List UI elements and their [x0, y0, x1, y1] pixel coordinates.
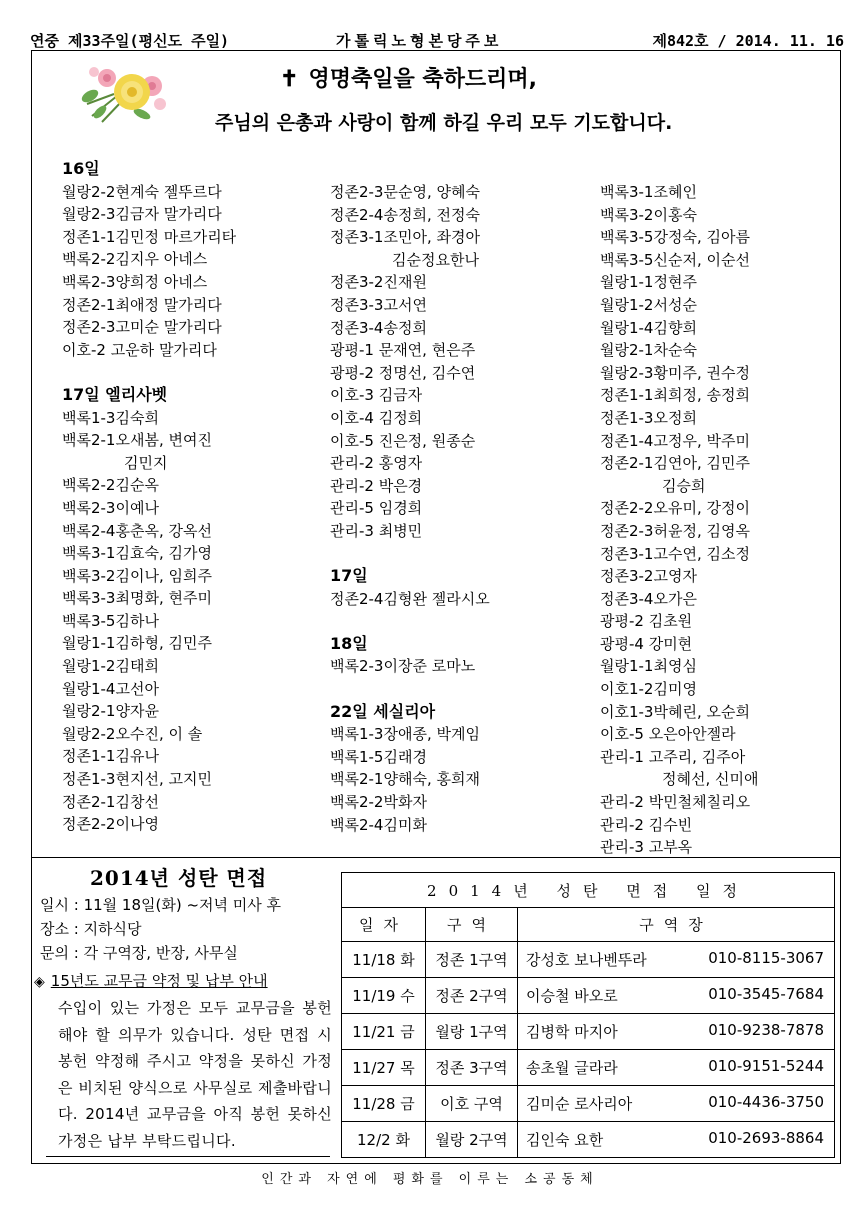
list-item: 백록2-3양희정 아네스 — [62, 272, 208, 291]
list-item: 정존2-4송정희, 전정숙 — [330, 205, 480, 224]
list-item: 광평-2 김초원 — [600, 612, 693, 631]
feast-list-column-3 — [600, 181, 758, 859]
greeting-line-1: ✝ 영명축일을 축하드리며, — [280, 66, 537, 92]
list-item: 정존3-4오가은 — [600, 589, 697, 608]
list-item: 정존3-2고영자 — [600, 567, 697, 586]
list-item: 김승희 — [662, 476, 706, 495]
cell-area: 정존 1구역 — [426, 942, 518, 978]
interview-date: 일시 : 11월 18일(화) ~저녁 미사 후 — [40, 896, 282, 914]
cell-date: 12/2 화 — [342, 1122, 426, 1158]
column-header-leader: 구역장 — [518, 908, 835, 942]
list-item: 관리-1 고주리, 김주아 — [600, 747, 746, 766]
column-header-date: 일자 — [342, 908, 426, 942]
list-item: 정존2-3문순영, 양혜숙 — [330, 183, 480, 201]
notice-heading — [34, 970, 268, 991]
parish-bulletin-title: 가톨릭노형본당주보 — [336, 32, 503, 50]
list-item: 백록1-3김숙희 — [62, 408, 159, 427]
cell-date: 11/27 목 — [342, 1050, 426, 1086]
list-item: 정존2-4김형완 젤라시오 — [330, 589, 490, 608]
list-item: 월랑2-1양자윤 — [62, 702, 159, 721]
list-item: 백록2-2박화자 — [330, 793, 427, 812]
table-row — [342, 1014, 835, 1050]
list-item: 관리-2 김수빈 — [600, 815, 693, 834]
cell-area: 이호 구역 — [426, 1086, 518, 1122]
feast-list-column-1 — [62, 158, 236, 836]
list-item: 이호-3 김금자 — [330, 386, 423, 405]
list-item: 백록3-2이홍숙 — [600, 205, 697, 224]
list-item: 월랑1-1정현주 — [600, 273, 697, 292]
cell-phone: 010-2693-8864 — [708, 1129, 824, 1147]
list-item: 정존2-1김창선 — [62, 792, 159, 811]
cell-date: 11/19 수 — [342, 978, 426, 1014]
list-item: 김민지 — [124, 453, 168, 472]
list-item: 정존2-2오유미, 강정이 — [600, 499, 750, 518]
footer-motto: 인간과 자연에 평화를 이루는 소공동체 — [261, 1172, 599, 1187]
day-heading: 17일 엘리사벳 — [62, 384, 168, 404]
list-item: 월랑1-1최영심 — [600, 657, 697, 676]
list-item: 월랑2-2오수진, 이 솔 — [62, 724, 203, 743]
cell-phone: 010-9151-5244 — [708, 1057, 824, 1075]
list-item: 광평-4 강미현 — [600, 634, 693, 653]
list-item: 월랑2-2현계숙 젤뚜르다 — [62, 182, 222, 201]
list-item: 정존1-4고정우, 박주미 — [600, 431, 750, 450]
cell-date: 11/18 화 — [342, 942, 426, 978]
list-item: 백록2-3이예나 — [62, 498, 159, 517]
list-item: 정존1-1최희정, 송정희 — [600, 386, 750, 405]
table-row — [342, 942, 835, 978]
table-row — [342, 1122, 835, 1158]
list-item: 백록2-4홍춘옥, 강옥선 — [62, 521, 212, 540]
list-item: 정존3-2진재원 — [330, 273, 427, 292]
list-item: 백록1-3장애종, 박계임 — [330, 725, 480, 744]
list-item: 정존2-2이나영 — [62, 815, 159, 834]
list-item: 백록1-5김래경 — [330, 747, 427, 766]
cell-leader: 강성호 보나벤뚜라 010-8115-3067 — [518, 942, 835, 978]
list-item: 관리-5 임경희 — [330, 499, 423, 518]
list-item: 월랑2-3황미주, 권수정 — [600, 363, 750, 382]
greeting-line-2: 주님의 은총과 사랑이 함께 하길 우리 모두 기도합니다. — [215, 112, 673, 134]
cell-phone: 010-8115-3067 — [708, 949, 824, 967]
notice-bottom-rule — [46, 1156, 330, 1157]
list-item: 월랑1-4고선아 — [62, 679, 159, 698]
cell-phone: 010-9238-7878 — [708, 1021, 824, 1039]
cell-leader: 김미순 로사리아 010-4436-3750 — [518, 1086, 835, 1122]
cell-leader: 김병학 마지아 010-9238-7878 — [518, 1014, 835, 1050]
interview-title: 2014년 성탄 면접 — [90, 866, 268, 890]
list-item: 관리-2 박은경 — [330, 476, 423, 495]
flower-bouquet-icon — [72, 56, 172, 126]
list-item: 정존3-1조민아, 좌경아 — [330, 228, 480, 247]
list-item: 월랑1-1김하형, 김민주 — [62, 634, 212, 653]
feast-list-column-2 — [330, 181, 490, 836]
list-item: 정존2-1최애정 말가리다 — [62, 295, 222, 314]
cell-phone: 010-4436-3750 — [708, 1093, 824, 1111]
list-item: 월랑1-4김향희 — [600, 318, 697, 337]
list-item: 이호-5 진은정, 원종순 — [330, 431, 476, 450]
cell-leader: 김인숙 요한 010-2693-8864 — [518, 1122, 835, 1158]
diamond-bullet-icon: ◈ — [34, 974, 45, 990]
list-item: 정존1-3오정희 — [600, 408, 697, 427]
table-row — [342, 978, 835, 1014]
list-item: 월랑2-1차순숙 — [600, 341, 697, 360]
list-item: 김순정요한나 — [392, 250, 479, 269]
list-item: 정혜선, 신미애 — [662, 770, 759, 789]
cell-date: 11/21 금 — [342, 1014, 426, 1050]
interview-schedule-table — [341, 872, 835, 1158]
list-item: 이호-2 고운하 말가리다 — [62, 340, 217, 359]
list-item: 이호1-2김미영 — [600, 680, 697, 699]
list-item: 이호-5 오은아안젤라 — [600, 725, 736, 744]
list-item: 관리-2 홍영자 — [330, 454, 423, 473]
day-heading: 17일 — [330, 566, 368, 586]
cell-leader: 이승철 바오로 010-3545-7684 — [518, 978, 835, 1014]
list-item: 정존1-1김유나 — [62, 747, 159, 766]
list-item: 백록2-1오새봄, 변여진 — [62, 431, 212, 450]
interview-place: 장소 : 지하식당 — [40, 920, 142, 938]
list-item: 백록3-5김하나 — [62, 611, 159, 630]
list-item: 관리-3 고부옥 — [600, 838, 693, 857]
day-heading: 22일 세실리아 — [330, 701, 436, 721]
list-item: 정존2-1김연아, 김민주 — [600, 454, 750, 473]
list-item: 정존3-1고수연, 김소정 — [600, 544, 750, 563]
list-item: 백록2-3이장준 로마노 — [330, 657, 476, 676]
notice-title: 15년도 교무금 약정 및 납부 안내 — [50, 972, 268, 990]
cross-icon: ✝ — [280, 66, 299, 92]
cell-area: 정존 3구역 — [426, 1050, 518, 1086]
list-item: 월랑1-2김태희 — [62, 657, 159, 676]
list-item: 정존1-3현지선, 고지민 — [62, 770, 212, 789]
day-heading: 16일 — [62, 159, 100, 178]
list-item: 백록3-2김이나, 임희주 — [62, 566, 212, 585]
cell-leader: 송초월 글라라 010-9151-5244 — [518, 1050, 835, 1086]
list-item: 백록3-5강정숙, 김아름 — [600, 228, 750, 247]
list-item: 백록2-2김지우 아네스 — [62, 250, 208, 269]
list-item: 정존2-3허윤정, 김영옥 — [600, 521, 750, 540]
notice-text: 수입이 있는 가정은 모두 교무금을 봉헌해야 할 의무가 있습니다. 성탄 면접 시 봉헌 약정해 주시고 약정을 못하신 가정은 비치된 양식으로 사무실로 제출바랍니다. 2014년 교무금을 아직 봉헌 못하신 가정은 납부 부탁드립니다. — [58, 999, 332, 1150]
list-item: 관리-3 최병민 — [330, 521, 423, 540]
liturgical-day: 연중 제33주일(평신도 주일) — [30, 32, 230, 50]
table-row — [342, 1050, 835, 1086]
list-item: 백록3-5신순저, 이순선 — [600, 250, 750, 269]
bulletin-header — [30, 28, 844, 50]
list-item: 월랑2-3김금자 말가리다 — [62, 205, 222, 224]
list-item: 이호1-3박혜린, 오순희 — [600, 702, 750, 721]
day-heading: 18일 — [330, 633, 368, 653]
interview-contact: 문의 : 각 구역장, 반장, 사무실 — [40, 944, 238, 962]
cell-area: 월랑 1구역 — [426, 1014, 518, 1050]
list-item: 백록3-3최명화, 현주미 — [62, 589, 212, 608]
list-item: 백록2-2김순옥 — [62, 476, 159, 495]
list-item: 월랑1-2서성순 — [600, 295, 697, 314]
list-item: 백록2-1양해숙, 홍희재 — [330, 770, 480, 789]
cell-phone: 010-3545-7684 — [708, 985, 824, 1003]
list-item: 관리-2 박민철체칠리오 — [600, 793, 751, 812]
list-item: 정존1-1김민정 마르가리타 — [62, 227, 237, 246]
list-item: 광평-1 문재연, 현은주 — [330, 341, 476, 360]
list-item: 백록3-1조혜인 — [600, 183, 697, 201]
cell-date: 11/28 금 — [342, 1086, 426, 1122]
list-item: 정존3-3고서연 — [330, 295, 427, 314]
cell-area: 정존 2구역 — [426, 978, 518, 1014]
schedule-title: 2014년 성탄 면접 일정 — [342, 873, 835, 908]
cell-area: 월랑 2구역 — [426, 1122, 518, 1158]
list-item: 이호-4 김정희 — [330, 408, 423, 427]
issue-number-date: 제842호 / 2014. 11. 16 — [652, 32, 844, 50]
list-item: 광평-2 정명선, 김수연 — [330, 363, 476, 382]
table-row — [342, 1086, 835, 1122]
list-item: 백록2-4김미화 — [330, 815, 427, 834]
list-item: 백록3-1김효숙, 김가영 — [62, 544, 212, 563]
column-header-area: 구역 — [426, 908, 518, 942]
list-item: 정존3-4송정희 — [330, 318, 427, 337]
list-item: 정존2-3고미순 말가리다 — [62, 318, 222, 337]
